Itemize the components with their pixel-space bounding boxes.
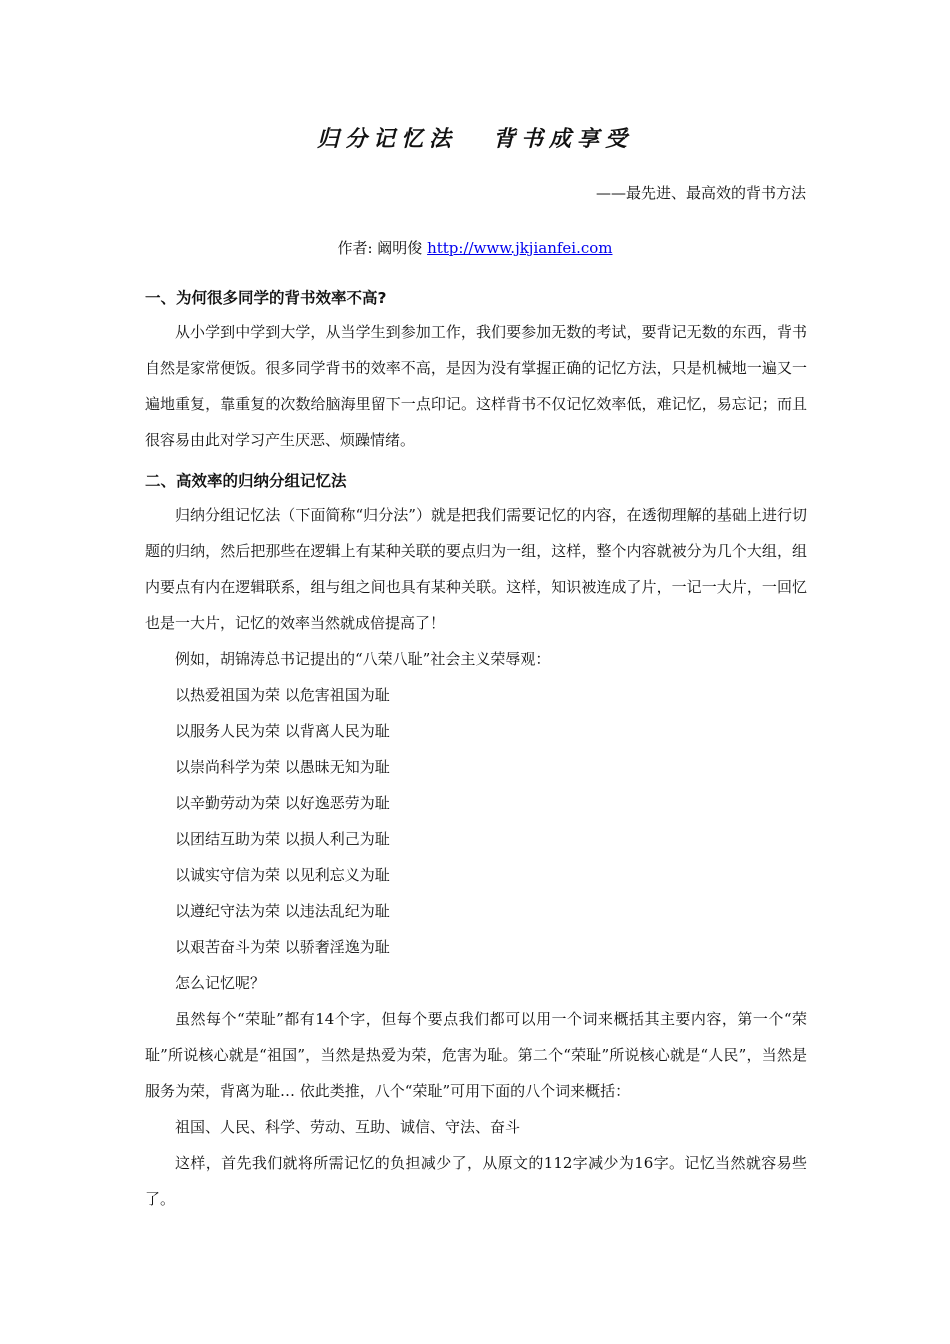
section-1-paragraph: 从小学到中学到大学，从当学生到参加工作，我们要参加无数的考试，要背记无数的东西，背书自然是家常便饭。很多同学背书的效率不高，是因为没有掌握正确的记忆方法，只是机械地一遍又一遍地重复，靠重复的次数给脑海里留下一点印记。这样背书不仅记忆效率低，难记忆，易忘记；而且很容易由此对学习产生厌恶、烦躁情绪。 (145, 323, 807, 449)
list-item: 以团结互助为荣 以损人利己为耻 (175, 830, 390, 848)
section-1-heading: 一、为何很多同学的背书效率不高? (145, 289, 387, 307)
list-item: 以辛勤劳动为荣 以好逸恶劳为耻 (175, 794, 390, 812)
list-item: 以诚实守信为荣 以见利忘义为耻 (175, 866, 390, 884)
document-subtitle: ——最先进、最高效的背书方法 (595, 184, 806, 202)
section-2-paragraph-2: 虽然每个“荣耻”都有14个字，但每个要点我们都可以用一个词来概括其主要内容，第一个“荣耻”所说核心就是“祖国”，当然是热爱为荣，危害为耻。第二个“荣耻”所说核心就是“人民”，当然是服务为荣，背离为耻… 依此类推，八个“荣耻”可用下面的八个词来概括： (145, 1010, 807, 1100)
author-link[interactable]: http://www.jkjianfei.com (427, 239, 613, 257)
title-part-2: 背书成享受 (493, 126, 634, 152)
keywords-line: 祖国、人民、科学、劳动、互助、诚信、守法、奋斗 (175, 1118, 521, 1136)
question-line: 怎么记忆呢？ (175, 974, 266, 992)
section-2-paragraph-3: 这样，首先我们就将所需记忆的负担减少了，从原文的112字减少为16字。记忆当然就容易些了。 (145, 1154, 807, 1208)
section-2-paragraph-1: 归纳分组记忆法（下面简称“归分法”）就是把我们需要记忆的内容，在透彻理解的基础上进行切题的归纳，然后把那些在逻辑上有某种关联的要点归为一组，这样，整个内容就被分为几个大组，组内要点有内在逻辑联系，组与组之间也具有某种关联。这样，知识被连成了片，一记一大片，一回忆也是一大片，记忆的效率当然就成倍提高了！ (145, 506, 807, 632)
list-item: 以艰苦奋斗为荣 以骄奢淫逸为耻 (175, 938, 390, 956)
list-item: 以遵纪守法为荣 以违法乱纪为耻 (175, 902, 390, 920)
document-title (0, 122, 950, 153)
list-item: 以服务人民为荣 以背离人民为耻 (175, 722, 390, 740)
author-label: 作者: 阚明俊 (337, 239, 428, 257)
title-part-1: 归分记忆法 (316, 126, 457, 152)
section-2 (145, 469, 807, 1217)
section-2-heading: 二、高效率的归纳分组记忆法 (145, 472, 347, 490)
list-item: 以崇尚科学为荣 以愚昧无知为耻 (175, 758, 390, 776)
list-item: 以热爱祖国为荣 以危害祖国为耻 (175, 686, 390, 704)
author-line (0, 237, 950, 258)
section-1 (145, 286, 807, 458)
example-intro: 例如，胡锦涛总书记提出的“八荣八耻”社会主义荣辱观： (175, 650, 551, 668)
